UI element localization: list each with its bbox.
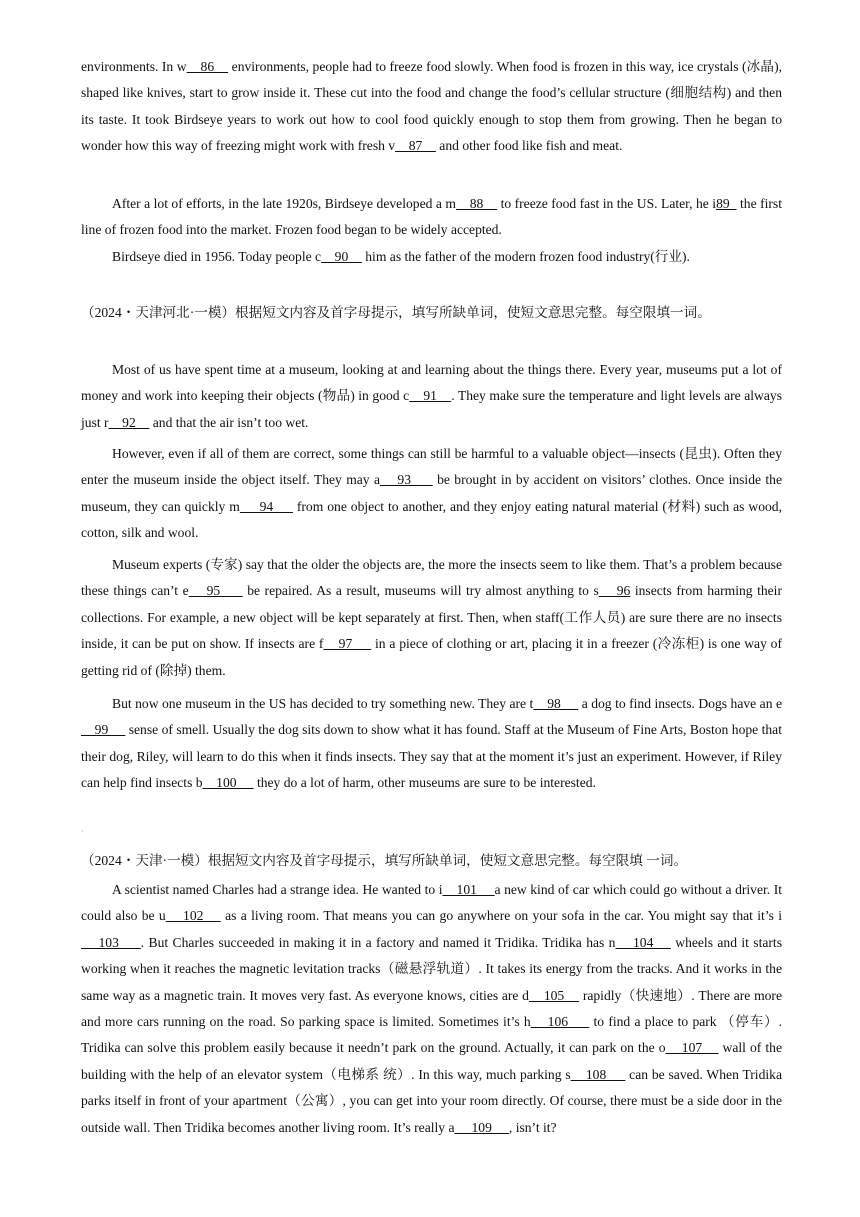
answer-blank: 88 xyxy=(455,196,498,211)
answer-blank: 94 xyxy=(239,498,293,514)
text-run: After a lot of efforts, in the late 1920s, Birdseye developed a m xyxy=(112,196,456,211)
answer-blank: 102 xyxy=(165,908,221,924)
text-run: , isn’t it? xyxy=(508,1119,557,1135)
text-run: wall of the building with the help of an elevator system（电梯系 统）. In this way, much parking s xyxy=(81,1040,783,1082)
text-run: and that the air isn’t too wet. xyxy=(149,414,309,430)
answer-blank: 91 xyxy=(409,388,452,404)
text-run: be brought in by accident on visitors’ clothes. Once inside the museum, they can quickly m xyxy=(81,472,782,514)
s1-paragraph-3 xyxy=(81,244,782,270)
text-run: from one object to another, and they enjoy eating natural material (材料) such as wood, cotton, silk and wool. xyxy=(81,498,782,541)
text-run: wheels and it starts working when it reaches the magnetic levitation tracks（磁悬浮轨道）. It takes its energy from the tracks. And it works in the same way as a magnetic train. It moves very fast. As everyone knows, cities are d xyxy=(81,934,782,1003)
answer-blank: 90 xyxy=(321,249,362,264)
answer-blank: 104 xyxy=(615,934,671,950)
answer-blank: 96 xyxy=(598,583,631,599)
text-run: him as the father of the modern frozen food industry(行业). xyxy=(361,249,690,264)
answer-blank: 89 xyxy=(716,196,737,211)
answer-blank: 106 xyxy=(530,1014,590,1030)
answer-blank: 95 xyxy=(188,583,243,599)
s1-paragraph-1 xyxy=(81,54,782,160)
s2-paragraph-2 xyxy=(81,441,782,547)
text-run: they do a lot of harm, other museums are sure to be interested. xyxy=(253,775,596,791)
answer-blank: 101 xyxy=(442,882,495,897)
section-3-heading: （2024・天津·一模）根据短文内容及首字母提示，填写所缺单词，使短文意思完整。每空限填 一词。 xyxy=(81,853,688,868)
text-run: . They make sure the temperature and light levels are always just r xyxy=(81,388,782,430)
text-run: But now one museum in the US has decided to try something new. They are t xyxy=(112,696,534,711)
text-run: Birdseye died in 1956. Today people c xyxy=(112,249,322,264)
s3-paragraph-1 xyxy=(81,877,782,1141)
text-run: environments, people had to freeze food slowly. When food is frozen in this way, ice crystals (冰晶), shaped like knives, start to grow inside it. These cut into the food and change the food’s cellular structure (细胞结构) and then its taste. It took Birdseye years to work out how to cool food quickly enough to stop them from growing. Then he began to wonder how this way of freezing might work with fresh v xyxy=(81,59,782,154)
text-run: sense of smell. Usually the dog sits down to show what it has found. Staff at the Museum of Fine Arts, Boston hope that their dog, Riley, will learn to do this when it finds insects. They say that at the moment it’s just an experiment. However, if Riley can help find insects b xyxy=(81,722,782,791)
answer-blank: 87 xyxy=(395,138,436,154)
answer-blank: 105 xyxy=(528,987,580,1003)
s2-paragraph-3 xyxy=(81,552,782,684)
text-run: to find a place to park （停车）. Tridika can solve this problem easily because it needn’t park on the ground. Actually, it can park on the o xyxy=(81,1014,782,1056)
answer-blank: 97 xyxy=(323,636,372,652)
text-run: be repaired. As a result, museums will try almost anything to s xyxy=(242,583,599,599)
answer-blank: 99 xyxy=(81,722,126,738)
stray-mark: · xyxy=(81,827,84,836)
text-run: environments. In w xyxy=(81,59,187,74)
text-run: Most of us have spent time at a museum, looking at and learning about the things there. Every year, museums put a lot of money and work into keeping their objects (物品) in good c xyxy=(81,362,782,404)
text-run: insects from harming their collections. For example, a new object will be kept separately at first. Then, when staff(工作人员) are sure there are no insects inside, it can be put on show. If insects are f xyxy=(81,583,782,652)
text-run: rapidly（快速地）. There are more and more cars running on the road. So parking space is limited. Sometimes it’s h xyxy=(81,987,782,1030)
text-run: to freeze food fast in the US. Later, he i xyxy=(497,196,717,211)
answer-blank: 92 xyxy=(108,414,150,430)
text-run: a new kind of car which could go without a driver. It could also be u xyxy=(81,882,783,924)
text-run: the first line of frozen food into the market. Frozen food began to be widely accepted. xyxy=(81,196,782,238)
answer-blank: 100 xyxy=(202,775,254,791)
text-run: . But Charles succeeded in making it in a factory and named it Tridika. Tridika has n xyxy=(140,934,616,950)
text-run: can be saved. When Tridika parks itself in front of your apartment（公寓）, you can get into your room directly. Of course, there must be a side door in the outside wall. Then Tridika becomes another living room. It’s really a xyxy=(81,1066,782,1135)
text-run: A scientist named Charles had a strange idea. He wanted to i xyxy=(112,882,443,897)
answer-blank: 103 xyxy=(81,934,141,950)
text-run: as a living room. That means you can go anywhere on your sofa in the car. You might say that it’s i xyxy=(220,908,783,924)
answer-blank: 98 xyxy=(533,696,579,711)
text-run: a dog to find insects. Dogs have an e xyxy=(578,696,783,711)
answer-blank: 93 xyxy=(380,472,433,488)
s1-paragraph-2 xyxy=(81,191,782,244)
s2-paragraph-1 xyxy=(81,357,782,436)
text-run: and other food like fish and meat. xyxy=(435,138,623,154)
text-run: Museum experts (专家) say that the older the objects are, the more the insects seem to like them. That’s a problem because these things can’t e xyxy=(81,557,782,599)
answer-blank: 108 xyxy=(570,1066,626,1082)
s2-paragraph-4 xyxy=(81,691,782,797)
answer-blank: 109 xyxy=(454,1119,509,1135)
section-2-heading: （2024・天津河北·一模）根据短文内容及首字母提示，填写所缺单词，使短文意思完整。每空限填一词。 xyxy=(81,305,711,320)
text-run: in a piece of clothing or art, placing it in a freezer (冷冻柜) is one way of getting rid of (除掉) them. xyxy=(81,636,782,678)
text-run: However, even if all of them are correct, some things can still be harmful to a valuable object—insects (昆虫). Often they enter the museum inside the object itself. They may a xyxy=(81,446,782,488)
answer-blank: 107 xyxy=(665,1040,719,1056)
answer-blank: 86 xyxy=(186,59,229,74)
